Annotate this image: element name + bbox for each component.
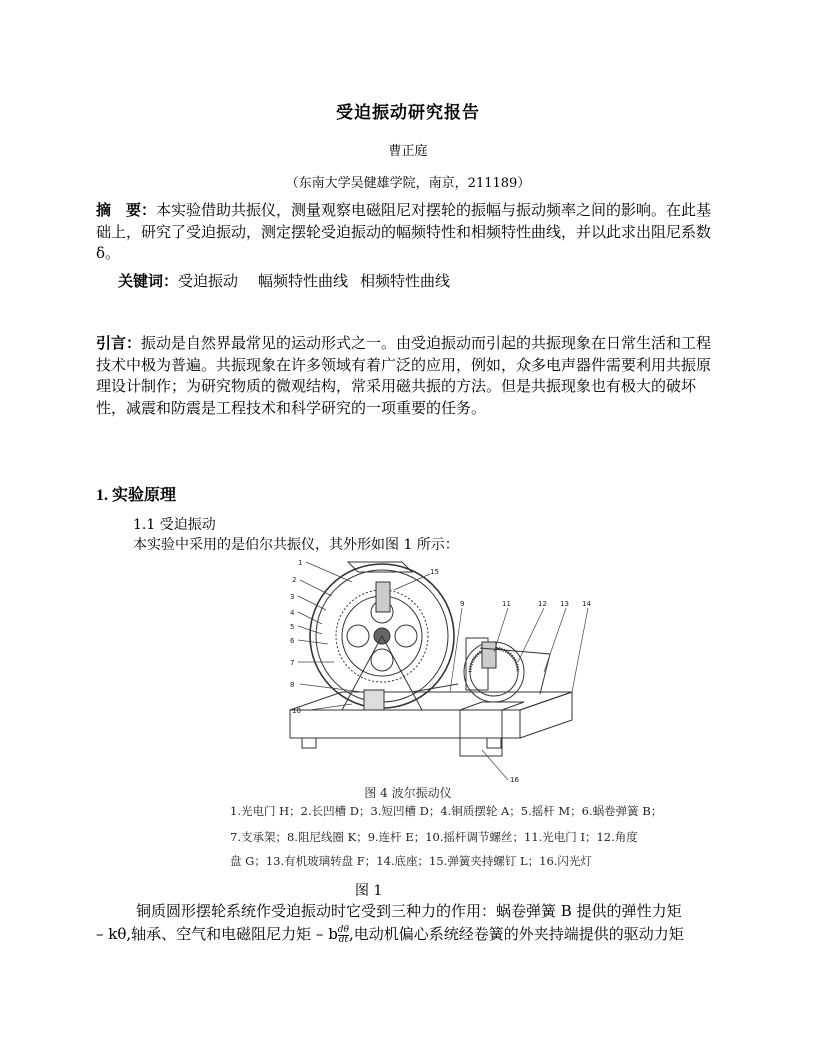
part-number-6: 6 xyxy=(290,637,295,645)
part-number-8: 8 xyxy=(290,681,295,689)
abstract-text: 本实验借助共振仪，测量观察电磁阻尼对摆轮的振幅与振动频率之间的影响。在此基础上，研究了受迫振动，测定摆轮受迫振动的幅频特性和相频特性曲线，并以此求出阻尼系数δ。 xyxy=(96,201,712,262)
fraction-dtheta-dt xyxy=(338,926,349,945)
part-number-5: 5 xyxy=(290,623,295,631)
intro-text: 振动是自然界最常见的运动形式之一。由受迫振动而引起的共振现象在日常生活和工程技术中极为普遍。共振现象在许多领域有着广泛的应用，例如，众多电声器件需要利用共振原理设计制作；为研究物质的微观结构，常采用磁共振的方法。但是共振现象也有极大的破坏性，减震和防震是工程技术和科学研究的一项重要的任务。 xyxy=(96,334,712,417)
part-number-16: 16 xyxy=(510,776,519,784)
figure-legend-line-2: 7.支承架；8.阻尼线圈 K；9.连杆 E；10.摇杆调节螺丝；11.光电门 I；12.角度 xyxy=(230,830,638,844)
introduction xyxy=(96,333,724,419)
body-paragraph xyxy=(96,900,724,946)
figure-intro-text: 本实验中采用的是伯尔共振仪，其外形如图 1 所示： xyxy=(133,537,459,553)
part-number-7: 7 xyxy=(290,659,295,667)
part-number-12: 12 xyxy=(538,600,547,608)
figure-label: 图 1 xyxy=(355,883,383,899)
abstract-label: 摘 要： xyxy=(96,201,157,219)
body-line-2 xyxy=(96,923,724,946)
keywords xyxy=(118,270,738,291)
figure-caption: 图 4 波尔振动仪 xyxy=(364,786,452,800)
body-line-2-end: ,电动机偏心系统经卷簧的外夹持端提供的驱动力矩 xyxy=(348,925,684,943)
fraction-denominator: dt xyxy=(338,934,349,945)
part-number-15: 15 xyxy=(430,568,439,576)
part-number-3: 3 xyxy=(290,593,295,601)
pohl-resonator-figure xyxy=(282,552,612,784)
section-heading: 1. 实验原理 xyxy=(96,487,177,504)
keyword-1: 受迫振动 xyxy=(178,272,239,290)
part-number-9: 9 xyxy=(460,600,465,608)
figure-legend-line-1: 1.光电门 H；2.长凹槽 D；3.短凹槽 D；4.铜质摆轮 A；5.摇杆 M；6.蜗卷弹簧 B； xyxy=(230,804,663,818)
part-number-2: 2 xyxy=(292,576,297,584)
paper-title: 受迫振动研究报告 xyxy=(336,103,480,123)
keyword-2: 幅频特性曲线 xyxy=(258,272,349,290)
keywords-label: 关键词： xyxy=(118,272,179,290)
part-number-13: 13 xyxy=(560,600,569,608)
figure-legend-line-3: 盘 G；13.有机玻璃转盘 F；14.底座；15.弹簧夹持螺钉 L；16.闪光灯 xyxy=(230,854,592,868)
body-line-2-start: – kθ,轴承、空气和电磁阻尼力矩 – b xyxy=(96,925,338,943)
author-name: 曹正庭 xyxy=(388,144,428,159)
part-number-10: 10 xyxy=(292,707,301,715)
intro-label: 引言： xyxy=(96,334,142,352)
body-line-1: 铜质圆形摆轮系统作受迫振动时它受到三种力的作用：蜗卷弹簧 B 提供的弹性力矩 xyxy=(136,902,682,920)
part-number-11: 11 xyxy=(502,600,511,608)
author-affiliation: （东南大学吴健雄学院，南京，211189） xyxy=(285,176,531,191)
fraction-numerator: dθ xyxy=(337,924,349,935)
pendulum-wheel xyxy=(310,562,458,710)
leader-lines xyxy=(298,562,588,780)
part-number-14: 14 xyxy=(582,600,591,608)
keyword-3: 相频特性曲线 xyxy=(360,272,451,290)
subsection-heading: 1.1 受迫振动 xyxy=(133,517,216,533)
part-numbers xyxy=(290,559,591,784)
part-number-4: 4 xyxy=(290,609,295,617)
abstract xyxy=(96,200,724,265)
part-number-1: 1 xyxy=(298,559,303,567)
apparatus-base xyxy=(290,692,572,756)
